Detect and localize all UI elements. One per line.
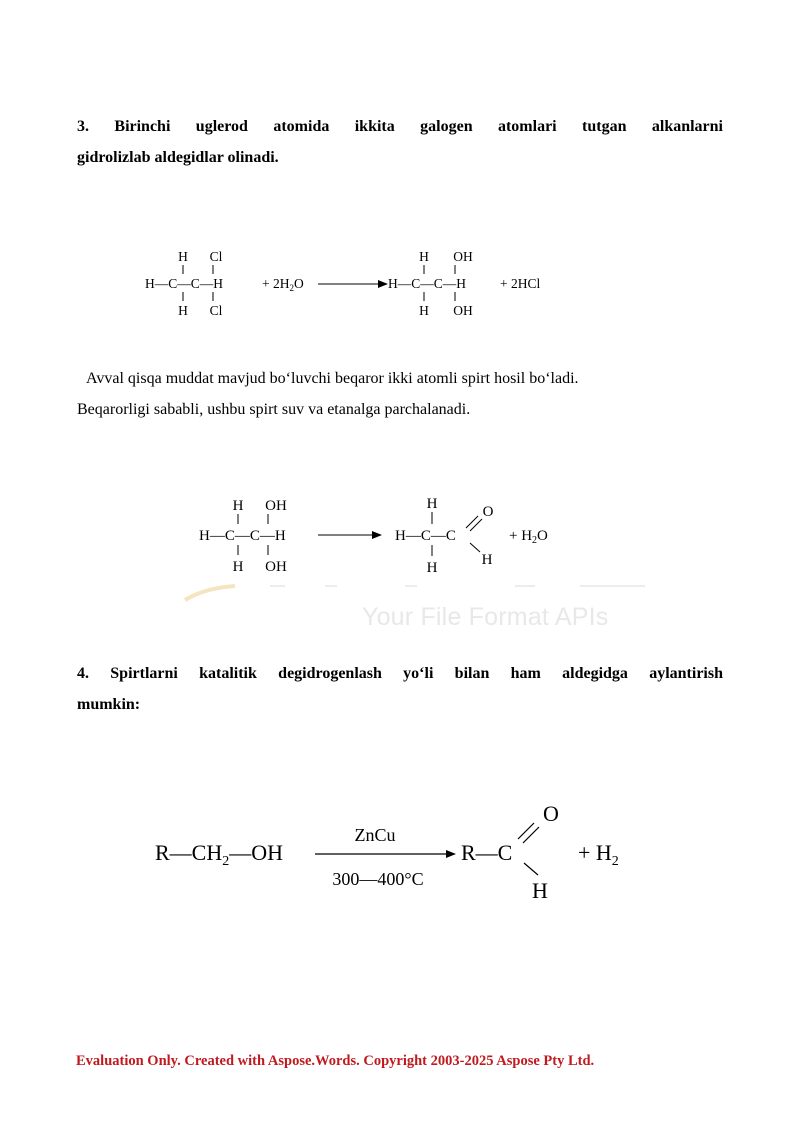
r2-ald-bottom-h: H: [426, 560, 438, 576]
section-3-line-1: 3. Birinchi uglerod atomida ikkita galogen atomlari tutgan alkanlarni: [77, 118, 723, 135]
reaction-3-diagram: [0, 795, 800, 905]
r2-left-top-h: H: [232, 498, 244, 514]
r2-product: + $H_2O$: [509, 528, 548, 546]
watermark-text: Your File Format APIs: [362, 603, 609, 631]
explanation-line-1: Avval qisqa muddat mavjud bo‘luvchi beqaror ikki atomli spirt hosil bo‘ladi.: [86, 370, 579, 387]
r1-right-bottom-h: H: [419, 303, 429, 318]
r1-right-top-h: H: [419, 249, 429, 264]
r3-conditions: 300—400°C: [332, 869, 424, 889]
r2-hydrogen: H: [481, 552, 493, 568]
r2-left-top-oh: OH: [265, 498, 287, 514]
explanation-line-2: Beqarorligi sababli, ushbu spirt suv va etanalga parchalanadi.: [77, 401, 471, 418]
r3-oxygen: O: [543, 801, 559, 826]
section-4-line-1: 4. Spirtlarni katalitik degidrogenlash yo‘li bilan ham aldegidga aylantirish: [77, 665, 723, 682]
r2-ald-top-h: H: [426, 496, 438, 512]
r3-hydrogen: H: [532, 878, 548, 903]
r1-left-main-chain: H—C—C—H: [145, 276, 224, 291]
r2-left-bottom-oh: OH: [265, 559, 287, 575]
r1-left-top-h: H: [178, 249, 188, 264]
r3-byproduct: + $H_2$: [578, 840, 619, 869]
r1-right-main-chain: H—C—C—H: [388, 276, 467, 291]
r3-reactant: $R—CH_2—OH$: [155, 840, 284, 869]
evaluation-footer: Evaluation Only. Created with Aspose.Words. Copyright 2003-2025 Aspose Pty Ltd.: [76, 1053, 595, 1069]
reaction-1-diagram: [0, 240, 800, 330]
r2-left-bottom-h: H: [232, 559, 244, 575]
section-4-line-2: mumkin:: [77, 696, 141, 713]
r1-reagent: + $2H_2O$: [262, 276, 304, 293]
r3-product-core: R—C: [461, 840, 513, 865]
section-3-line-2: gidrolizlab aldegidlar olinadi.: [77, 149, 279, 166]
r1-left-top-cl: Cl: [209, 249, 223, 264]
explanation-paragraph: [77, 363, 723, 425]
r1-left-bottom-h: H: [178, 303, 188, 318]
r2-oxygen: O: [482, 504, 494, 520]
r2-ald-main-chain: H—C—C: [395, 528, 456, 544]
r1-right-bottom-oh: OH: [453, 303, 473, 318]
section-4-paragraph: [77, 658, 723, 720]
r1-product: + 2HCl: [500, 276, 541, 291]
r3-catalyst: ZnCu: [354, 825, 396, 845]
r2-left-main-chain: H—C—C—H: [199, 528, 286, 544]
r1-right-top-oh: OH: [453, 249, 473, 264]
r1-left-bottom-cl: Cl: [209, 303, 223, 318]
section-3-paragraph: [77, 111, 723, 173]
